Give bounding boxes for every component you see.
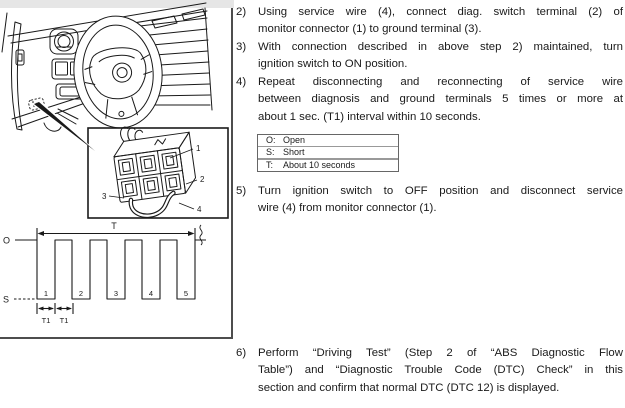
- pulse-number-2: 2: [78, 289, 84, 298]
- legend-key: O:: [266, 135, 276, 145]
- figure-bottom-border: [0, 337, 233, 339]
- legend-row-open: [258, 135, 398, 147]
- connector-detail-box: [88, 128, 228, 218]
- pulse-number-5: 5: [183, 289, 189, 298]
- legend-key: T:: [266, 160, 274, 170]
- t1-label-second: T1: [59, 316, 69, 325]
- pulse-number-1: 1: [43, 289, 49, 298]
- step-text: Using service wire (4), connect diag. switch terminal (2) of monitor connector (1) to ground terminal (3).: [258, 6, 623, 36]
- step-number: 5): [236, 185, 247, 197]
- waveform-open-label: O: [3, 235, 11, 246]
- legend-row-period: [258, 160, 398, 171]
- step-item-5: [236, 183, 623, 218]
- figure-right-border: [231, 8, 233, 339]
- step-text: With connection described in above step 2) maintained, turn ignition switch to ON position.: [258, 41, 623, 71]
- step-item-4: [236, 74, 623, 126]
- figure-panel: [0, 0, 233, 340]
- pin-label-3: 3: [102, 192, 107, 201]
- step-number: 3): [236, 41, 247, 53]
- t1-label-first: T1: [41, 316, 51, 325]
- step-item-3: [236, 39, 623, 74]
- pin-label-1: 1: [196, 144, 201, 153]
- waveform-diagram: [3, 221, 206, 325]
- legend-key: S:: [266, 147, 275, 157]
- legend-table: [257, 134, 399, 172]
- legend-value: About 10 seconds: [283, 160, 356, 170]
- pin-label-4: 4: [197, 205, 202, 214]
- legend-value: Open: [283, 135, 306, 145]
- steering-wheel: [68, 12, 167, 133]
- step-text: Turn ignition switch to OFF position and disconnect service wire (4) from monitor connector (1).: [258, 185, 623, 215]
- waveform-short-label: S: [3, 294, 10, 305]
- step-number: 6): [236, 347, 247, 359]
- pulse-number-3: 3: [113, 289, 119, 298]
- pin-label-2: 2: [200, 175, 205, 184]
- step-item-6: [236, 345, 623, 397]
- legend-row-short: [258, 147, 398, 160]
- step-text: Perform “Driving Test” (Step 2 of “ABS Diagnostic Flow Table”) and “Diagnostic Trouble Code (DTC) Check” in this section and confirm that normal DTC (DTC 12) is displayed.: [258, 347, 623, 394]
- step-text: Repeat disconnecting and reconnecting of service wire between diagnosis and ground terminals 5 times or more at about 1 sec. (T1) interval within 10 seconds.: [258, 76, 623, 123]
- step-item-2: [236, 4, 623, 39]
- pulse-number-4: 4: [148, 289, 154, 298]
- step-number: 4): [236, 76, 247, 88]
- legend-value: Short: [283, 147, 305, 157]
- waveform-period-label: T: [111, 221, 117, 231]
- step-number: 2): [236, 6, 247, 18]
